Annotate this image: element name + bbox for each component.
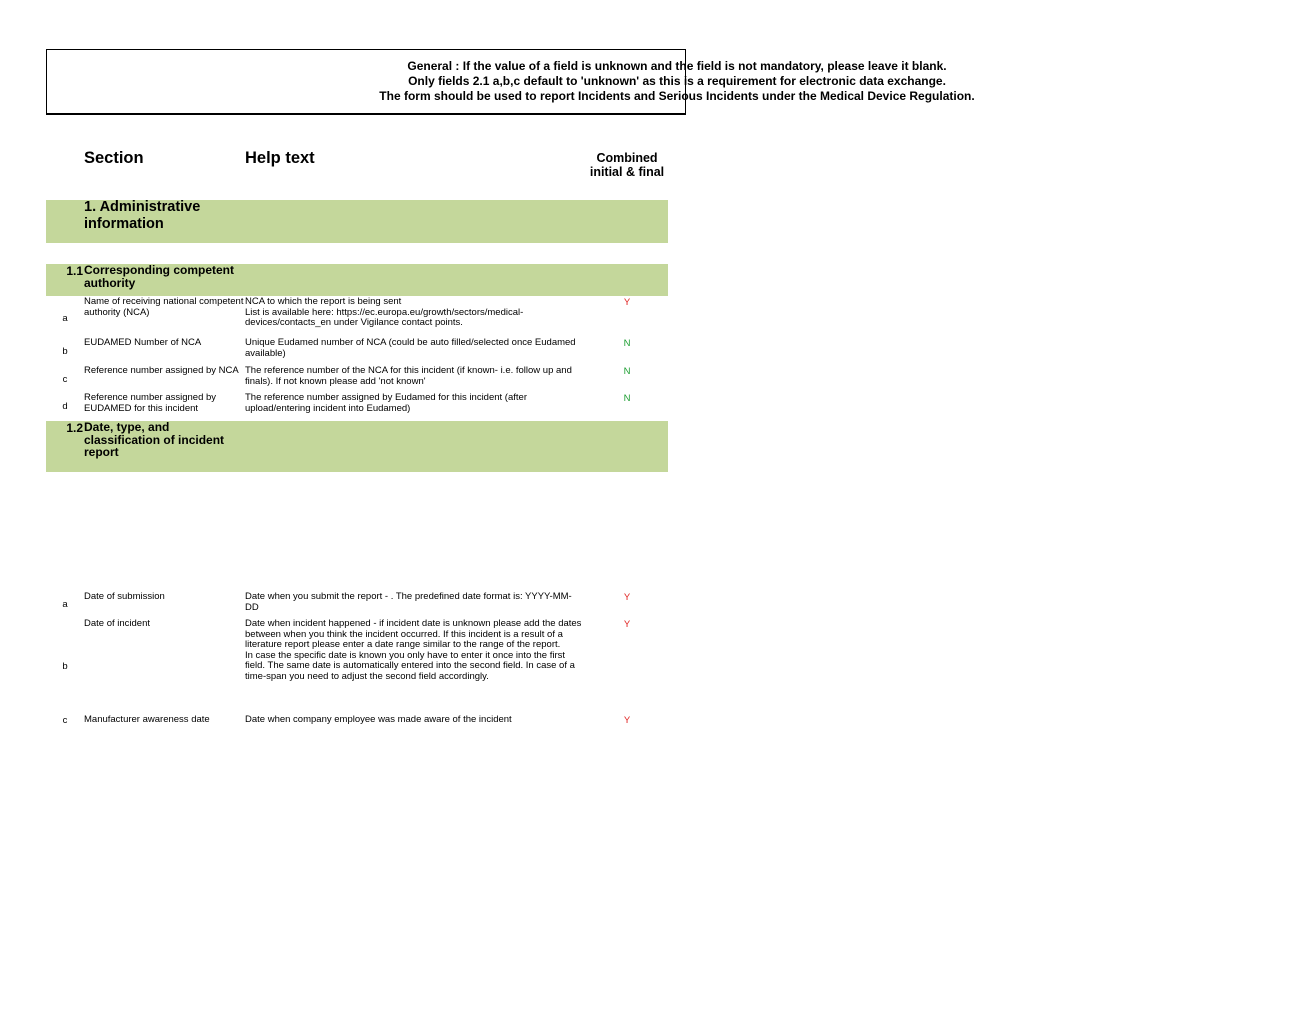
help-text: Date when incident happened - if incident date is unknown please add the dates between when you think the incident occurred. If this incident is a result of a literature report please enter a date range similar to the range of the report. In case the specific date is known you only have to enter it once into the first field. The same date is automatically entered into the second field. In case of a time-span you need to adjust the second field accordingly. (245, 618, 582, 682)
combined-flag: N (623, 366, 631, 377)
field-name: Date of submission (84, 591, 165, 602)
general-notice-box (46, 49, 975, 115)
field-name: Date of incident (84, 618, 151, 629)
help-text: The reference number assigned by Eudamed for this incident (after upload/entering incident into Eudamed) (245, 392, 527, 414)
section-1-title: 1. Administrative information (84, 199, 201, 232)
combined-flag: Y (623, 715, 631, 726)
help-text: Date when company employee was made aware of the incident (245, 714, 512, 725)
help-text: The reference number of the NCA for this incident (if known- i.e. follow up and finals). If not known please add 'not known' (245, 365, 572, 387)
help-text: Unique Eudamed number of NCA (could be auto filled/selected once Eudamed available) (245, 337, 576, 359)
subsection-1-1-number: 1.1 (66, 264, 83, 278)
row-letter: d (62, 401, 68, 412)
combined-flag: Y (623, 592, 631, 603)
subsection-1-1-title: Corresponding competent authority (84, 263, 235, 290)
field-name: Manufacturer awareness date (84, 714, 210, 725)
notice-line-1: General : If the value of a field is unknown and the field is not mandatory, please leave it blank. (407, 59, 947, 73)
row-letter: c (62, 374, 68, 385)
combined-column-header: Combined initial & final (589, 151, 665, 179)
help-text: NCA to which the report is being sent List is available here: https://ec.europa.eu/growth/sectors/medical-devices/contacts_en under Vigilance contact points. (245, 296, 524, 328)
notice-line-3: The form should be used to report Incidents and Serious Incidents under the Medical Device Regulation. (379, 89, 975, 103)
notice-line-2: Only fields 2.1 a,b,c default to 'unknown' as this is a requirement for electronic data exchange. (408, 74, 946, 88)
combined-flag: N (623, 393, 631, 404)
combined-flag: Y (623, 297, 631, 308)
row-letter: a (62, 599, 68, 610)
row-letter: b (62, 661, 68, 672)
help-text-column-header: Help text (245, 149, 315, 167)
row-letter: b (62, 346, 68, 357)
help-text: Date when you submit the report - . The predefined date format is: YYYY-MM-DD (245, 591, 572, 613)
field-name: Reference number assigned by NCA (84, 365, 239, 376)
subsection-1-2-title: Date, type, and classification of incident report (84, 420, 225, 459)
field-name: Name of receiving national competent authority (NCA) (84, 296, 244, 318)
section-column-header: Section (84, 149, 144, 167)
combined-flag: N (623, 338, 631, 349)
row-letter: c (62, 715, 68, 726)
field-name: EUDAMED Number of NCA (84, 337, 202, 348)
field-name: Reference number assigned by EUDAMED for this incident (84, 392, 217, 414)
row-letter: a (62, 313, 68, 324)
combined-flag: Y (623, 619, 631, 630)
subsection-1-2-number: 1.2 (66, 421, 83, 435)
